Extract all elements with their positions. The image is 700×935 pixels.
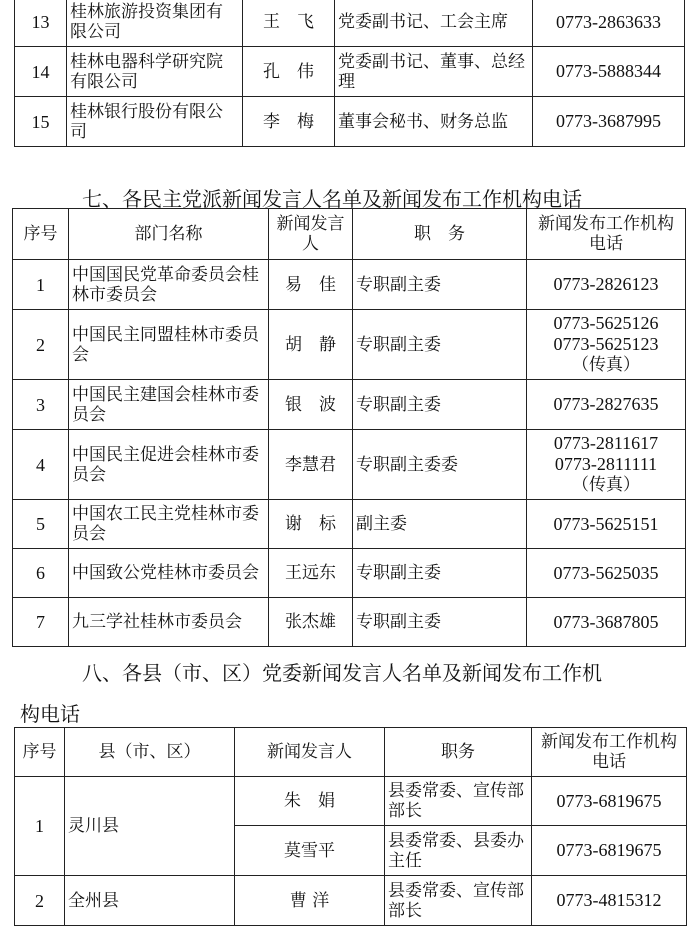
phone-cell bbox=[527, 549, 686, 598]
row-number: 7 bbox=[13, 598, 69, 647]
county-name: 灵川县 bbox=[65, 777, 235, 876]
phone-cell bbox=[527, 310, 686, 380]
county-spokesman-table bbox=[14, 727, 687, 926]
democratic-parties-table bbox=[12, 208, 686, 647]
table-row bbox=[15, 777, 687, 826]
phone-number: 0773-2863633 bbox=[533, 0, 685, 47]
row-number: 2 bbox=[15, 876, 65, 926]
spokesman-name: 易 佳 bbox=[269, 260, 353, 310]
phone-cell bbox=[527, 380, 686, 430]
header-position: 职务 bbox=[385, 728, 532, 777]
row-number: 5 bbox=[13, 500, 69, 549]
phone-number: 0773-6819675 bbox=[532, 826, 687, 876]
header-spokesman: 新闻发言人 bbox=[235, 728, 385, 777]
table-row bbox=[13, 380, 686, 430]
phone-number: 0773-2811111 bbox=[554, 454, 658, 474]
phone-number: 0773-2826123 bbox=[553, 274, 659, 294]
row-number: 14 bbox=[15, 47, 67, 97]
row-number: 4 bbox=[13, 430, 69, 500]
row-number: 15 bbox=[15, 97, 67, 147]
spokesman-name: 谢 标 bbox=[269, 500, 353, 549]
spokesman-name: 张杰雄 bbox=[269, 598, 353, 647]
header-number: 序号 bbox=[13, 209, 69, 260]
phone-number: 0773-6819675 bbox=[532, 777, 687, 826]
phone-cell bbox=[527, 500, 686, 549]
spokesman-name: 胡 静 bbox=[269, 310, 353, 380]
organization-name: 桂林银行股份有限公司 bbox=[67, 97, 243, 147]
phone-number: 0773-2827635 bbox=[553, 394, 659, 414]
department-name: 中国民主建国会桂林市委员会 bbox=[69, 380, 269, 430]
row-number: 3 bbox=[13, 380, 69, 430]
phone-number: 0773-5888344 bbox=[533, 47, 685, 97]
spokesman-name: 莫雪平 bbox=[235, 826, 385, 876]
phone-number: 0773-5625126 bbox=[553, 313, 659, 333]
phone-number: 0773-3687995 bbox=[533, 97, 685, 147]
organization-name: 桂林旅游投资集团有限公司 bbox=[67, 0, 243, 47]
header-spokesman: 新闻发言人 bbox=[269, 209, 353, 260]
position: 专职副主委 bbox=[353, 260, 527, 310]
phone-number: 0773-2811617 bbox=[553, 433, 659, 453]
position: 董事会秘书、财务总监 bbox=[335, 97, 533, 147]
section-8-title-line-1: 八、各县（市、区）党委新闻发言人名单及新闻发布工作机 bbox=[82, 661, 602, 685]
phone-number: 0773-3687805 bbox=[553, 611, 659, 632]
position: 县委常委、宣传部部长 bbox=[385, 876, 532, 926]
table-row bbox=[13, 430, 686, 500]
row-number: 1 bbox=[15, 777, 65, 876]
position: 专职副主委 bbox=[353, 380, 527, 430]
spokesman-name: 李 梅 bbox=[243, 97, 335, 147]
table-row bbox=[13, 598, 686, 647]
position: 副主委 bbox=[353, 500, 527, 549]
table-row bbox=[15, 876, 687, 926]
position: 党委副书记、董事、总经理 bbox=[335, 47, 533, 97]
phone-number: 0773-4815312 bbox=[532, 876, 687, 926]
spokesman-name: 王远东 bbox=[269, 549, 353, 598]
spokesman-name: 曹 洋 bbox=[235, 876, 385, 926]
header-phone: 新闻发布工作机构电话 bbox=[532, 728, 687, 777]
organization-name: 桂林电器科学研究院有限公司 bbox=[67, 47, 243, 97]
department-name: 中国民主促进会桂林市委员会 bbox=[69, 430, 269, 500]
header-position: 职 务 bbox=[353, 209, 527, 260]
phone-cell bbox=[527, 430, 686, 500]
row-number: 6 bbox=[13, 549, 69, 598]
table-row bbox=[15, 0, 685, 47]
department-name: 九三学社桂林市委员会 bbox=[69, 598, 269, 647]
spokesman-name: 王 飞 bbox=[243, 0, 335, 47]
table-row bbox=[13, 500, 686, 549]
table-row bbox=[13, 260, 686, 310]
state-enterprise-table bbox=[14, 0, 685, 147]
row-number: 2 bbox=[13, 310, 69, 380]
row-number: 1 bbox=[13, 260, 69, 310]
table-row bbox=[13, 549, 686, 598]
department-name: 中国农工民主党桂林市委员会 bbox=[69, 500, 269, 549]
position: 党委副书记、工会主席 bbox=[335, 0, 533, 47]
row-number: 13 bbox=[15, 0, 67, 47]
phone-cell bbox=[527, 598, 686, 647]
phone-cell bbox=[527, 260, 686, 310]
table-row bbox=[15, 47, 685, 97]
table-row bbox=[13, 310, 686, 380]
spokesman-name: 银 波 bbox=[269, 380, 353, 430]
table-row bbox=[15, 97, 685, 147]
position: 专职副主委 bbox=[353, 549, 527, 598]
department-name: 中国致公党桂林市委员会 bbox=[69, 549, 269, 598]
position: 县委常委、县委办主任 bbox=[385, 826, 532, 876]
fax-label: （传真） bbox=[572, 475, 640, 495]
spokesman-name: 李慧君 bbox=[269, 430, 353, 500]
spokesman-name: 孔 伟 bbox=[243, 47, 335, 97]
fax-label: （传真） bbox=[572, 355, 640, 375]
table-header-row bbox=[13, 209, 686, 260]
table-header-row bbox=[15, 728, 687, 777]
department-name: 中国民主同盟桂林市委员会 bbox=[69, 310, 269, 380]
county-name: 全州县 bbox=[65, 876, 235, 926]
section-8-title-line-2: 构电话 bbox=[20, 702, 80, 726]
header-county: 县（市、区） bbox=[65, 728, 235, 777]
phone-number: 0773-5625123 bbox=[553, 334, 659, 354]
header-department: 部门名称 bbox=[69, 209, 269, 260]
header-phone: 新闻发布工作机构电话 bbox=[527, 209, 686, 260]
position: 专职副主委委 bbox=[353, 430, 527, 500]
department-name: 中国国民党革命委员会桂林市委员会 bbox=[69, 260, 269, 310]
phone-number: 0773-5625151 bbox=[553, 513, 659, 534]
position: 专职副主委 bbox=[353, 598, 527, 647]
header-number: 序号 bbox=[15, 728, 65, 777]
position: 县委常委、宣传部部长 bbox=[385, 777, 532, 826]
section-7-title: 七、各民主党派新闻发言人名单及新闻发布工作机构电话 bbox=[82, 187, 582, 211]
position: 专职副主委 bbox=[353, 310, 527, 380]
phone-number: 0773-5625035 bbox=[553, 562, 659, 583]
spokesman-name: 朱 娟 bbox=[235, 777, 385, 826]
